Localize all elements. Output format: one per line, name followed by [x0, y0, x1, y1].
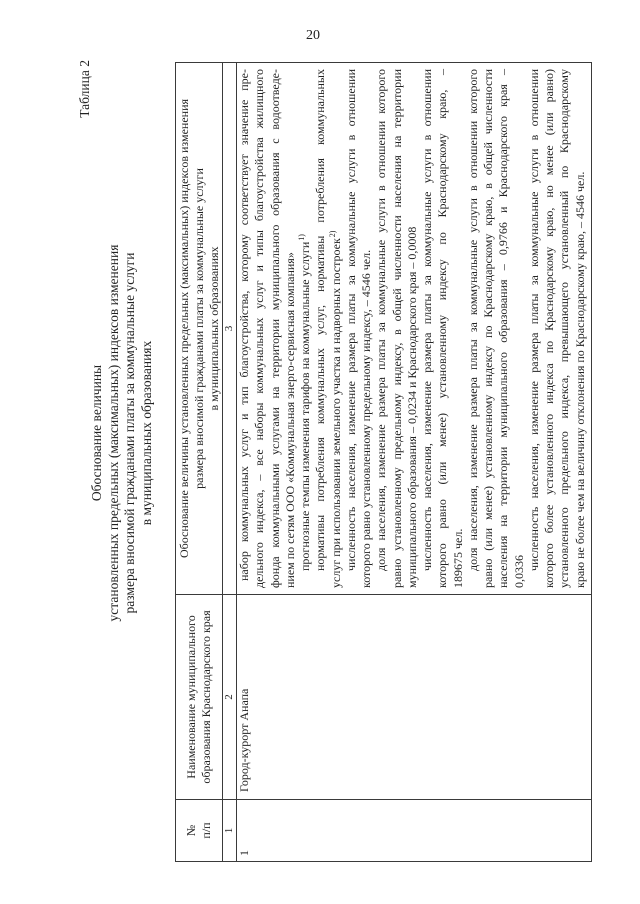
header-line: п/п: [199, 822, 213, 839]
footnote-ref: 2): [327, 230, 337, 238]
justification-paragraph: [420, 69, 466, 588]
column-number-cell: 1: [223, 799, 237, 861]
municipality-name: Город-курорт Анапа: [237, 594, 591, 799]
justification-line: равно установленному предельному индексу, в общей численности населения на территории: [389, 69, 404, 588]
justification-line: [329, 69, 344, 588]
header-line: размера вносимой гражданами платы за коммунальные услуги: [191, 168, 206, 489]
title-line: размера вносимой гражданами платы за коммунальные услуги: [122, 252, 137, 614]
justification-line: равно (или менее) установленному индексу по Краснодарскому краю, в общей численности: [481, 69, 495, 588]
justification-paragraph: [313, 69, 344, 588]
justification-line: которого равно (или менее) установленному индексу по Краснодарскому краю, –: [435, 69, 450, 588]
justification-line: муниципального образования – 0,0234 и Краснодарского края – 0,0008: [404, 226, 419, 588]
justification-paragraph: [527, 69, 588, 588]
justification-line: доля населения, изменение размера платы за коммунальные услуги в отношении которого: [374, 69, 389, 571]
justification-line: нием по сетям ООО «Коммунальная энерго-сервисная компания»: [282, 252, 297, 588]
footnote-ref: 1): [297, 234, 306, 241]
title-line: установленных предельных (максимальных) индексов изменения: [105, 244, 121, 622]
justification-line: которого равно установленному предельному индексу, – 4546 чел.: [359, 249, 373, 588]
justification-line: набор коммунальных услуг и тип благоустройства, которому соответствует значение пре-: [237, 69, 251, 581]
header-cell-municipality: [176, 594, 223, 799]
justification-line: численность населения, изменение размера платы за коммунальные услуги в отношении: [526, 69, 541, 571]
justification-line: которого более установленного индекса по Краснодарскому краю, но менее (или равно): [542, 69, 556, 588]
document-title: [89, 133, 155, 733]
page-number: 20: [306, 28, 320, 43]
justification-paragraph: [237, 69, 298, 588]
justification-line: установленного предельного индекса, превышающего установленный по Краснодарскому: [557, 69, 572, 588]
header-cell-justification: [176, 63, 223, 594]
justification-text: [237, 63, 591, 594]
header-cell-number: [176, 799, 223, 861]
header-line: №: [184, 824, 198, 837]
justification-line: краю не более чем на величину отклонения по Краснодарскому краю, – 4546 чел.: [572, 171, 587, 588]
justification-paragraph: [344, 69, 375, 588]
justification-line: численность населения, изменение размера платы за коммунальные услуги в отношении: [343, 69, 358, 571]
table-label: Таблица 2: [77, 60, 92, 118]
justification-line: населения на территории муниципального образования – 0,9766 и Краснодарского края –: [496, 69, 511, 588]
column-number-cell: 2: [223, 594, 237, 799]
justification-line: нормативы потребления коммунальных услуг, нормативы потребления коммунальных: [313, 69, 328, 571]
justification-paragraph: [298, 69, 313, 588]
justification-paragraph: [374, 69, 420, 588]
row-number: 1: [237, 799, 591, 861]
justification-line: дельного индекса, – все наборы коммунальных услуг и типы благоустройства жилищного: [252, 69, 267, 588]
title-line: Обоснование величины: [89, 364, 104, 502]
justification-line: 0,0336: [511, 555, 526, 588]
header-line: образования Краснодарского края: [199, 610, 213, 784]
justification-line: фонда коммунальными услугами на территории муниципального образования с водоотведе-: [267, 69, 282, 588]
justification-line: численность населения, изменение размера платы за коммунальные услуги в отношении: [420, 69, 434, 571]
header-line: в муниципальных образованиях: [206, 246, 221, 411]
justification-line: [298, 69, 313, 588]
justification-paragraph: [466, 69, 527, 588]
column-number-cell: 3: [223, 63, 237, 594]
header-line: Обоснование величины установленных предельных (максимальных) индексов изменения: [176, 98, 191, 559]
justification-line-text: прогнозные темпы изменения тарифов на коммунальные услуги: [298, 241, 312, 571]
justification-line: 189675 чел.: [450, 528, 465, 588]
header-line: Наименование муниципального: [184, 615, 198, 779]
justification-table: [175, 62, 592, 862]
title-line: в муниципальных образованиях: [138, 340, 154, 526]
justification-line: доля населения, изменение размера платы за коммунальные услуги в отношении которого: [465, 69, 480, 571]
justification-line-text: услуг при использовании земельного участка и надворных построек: [328, 238, 343, 588]
